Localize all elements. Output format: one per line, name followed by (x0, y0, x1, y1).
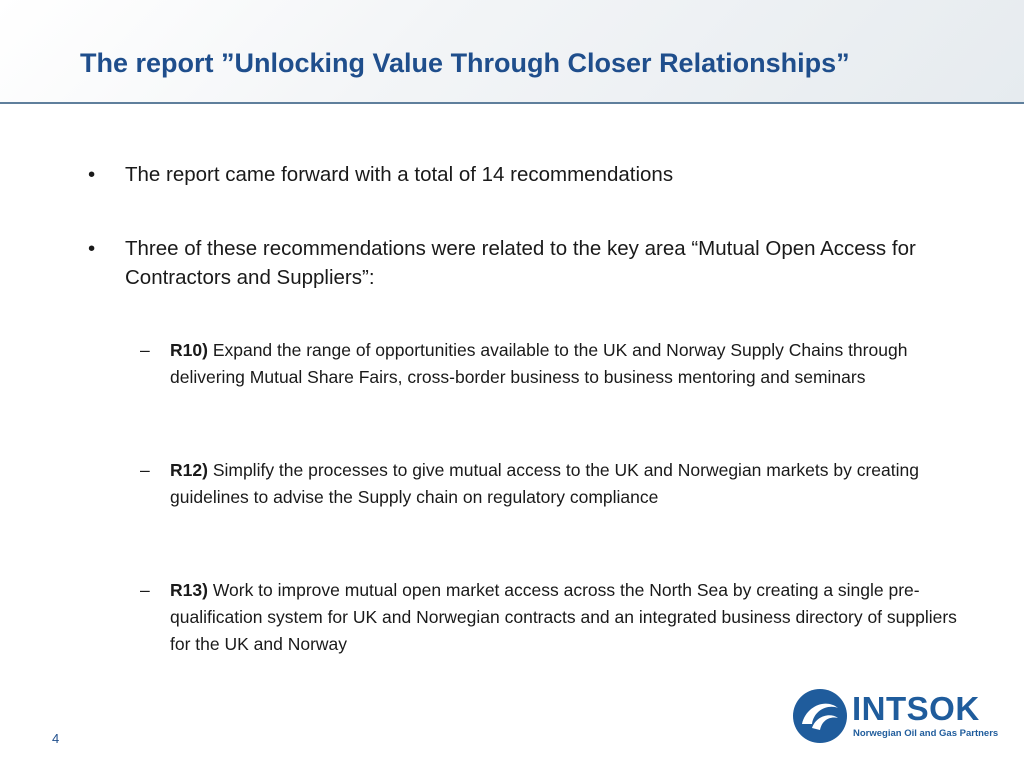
recommendation-text (170, 577, 980, 658)
bullet-marker: • (88, 163, 96, 186)
page-number: 4 (52, 731, 60, 746)
sub-bullet-marker: – (140, 340, 150, 360)
intsok-wave-logo-icon (792, 688, 848, 744)
logo-tagline: Norwegian Oil and Gas Partners (853, 728, 999, 739)
recommendation-description: Simplify the processes to give mutual access to the UK and Norwegian markets by creating guidelines to advise the Supply chain on regulatory compliance (170, 460, 919, 507)
sub-bullet-marker: – (140, 460, 150, 480)
recommendation-text (170, 337, 980, 391)
recommendation-code: R10) (170, 340, 208, 360)
recommendation-text (170, 457, 980, 511)
slide-title: The report ”Unlocking Value Through Closer Relationships” (80, 48, 850, 78)
logo-name: INTSOK (852, 690, 980, 727)
recommendation-description: Work to improve mutual open market access across the North Sea by creating a single pre-qualification system for UK and Norwegian contracts and an integrated business directory of suppliers for the UK and Norway (170, 580, 957, 654)
recommendation-code: R12) (170, 460, 208, 480)
recommendation-description: Expand the range of opportunities available to the UK and Norway Supply Chains through delivering Mutual Share Fairs, cross-border business to business mentoring and seminars (170, 340, 908, 387)
slide-header (0, 0, 1024, 104)
intsok-logo (792, 688, 999, 744)
bullet-text: Three of these recommendations were related to the key area “Mutual Open Access for Contractors and Suppliers”: (125, 237, 916, 289)
sub-bullet-marker: – (140, 580, 150, 600)
bullet-text: The report came forward with a total of 14 recommendations (125, 163, 674, 186)
recommendation-code: R13) (170, 580, 208, 600)
bullet-marker: • (88, 237, 96, 260)
